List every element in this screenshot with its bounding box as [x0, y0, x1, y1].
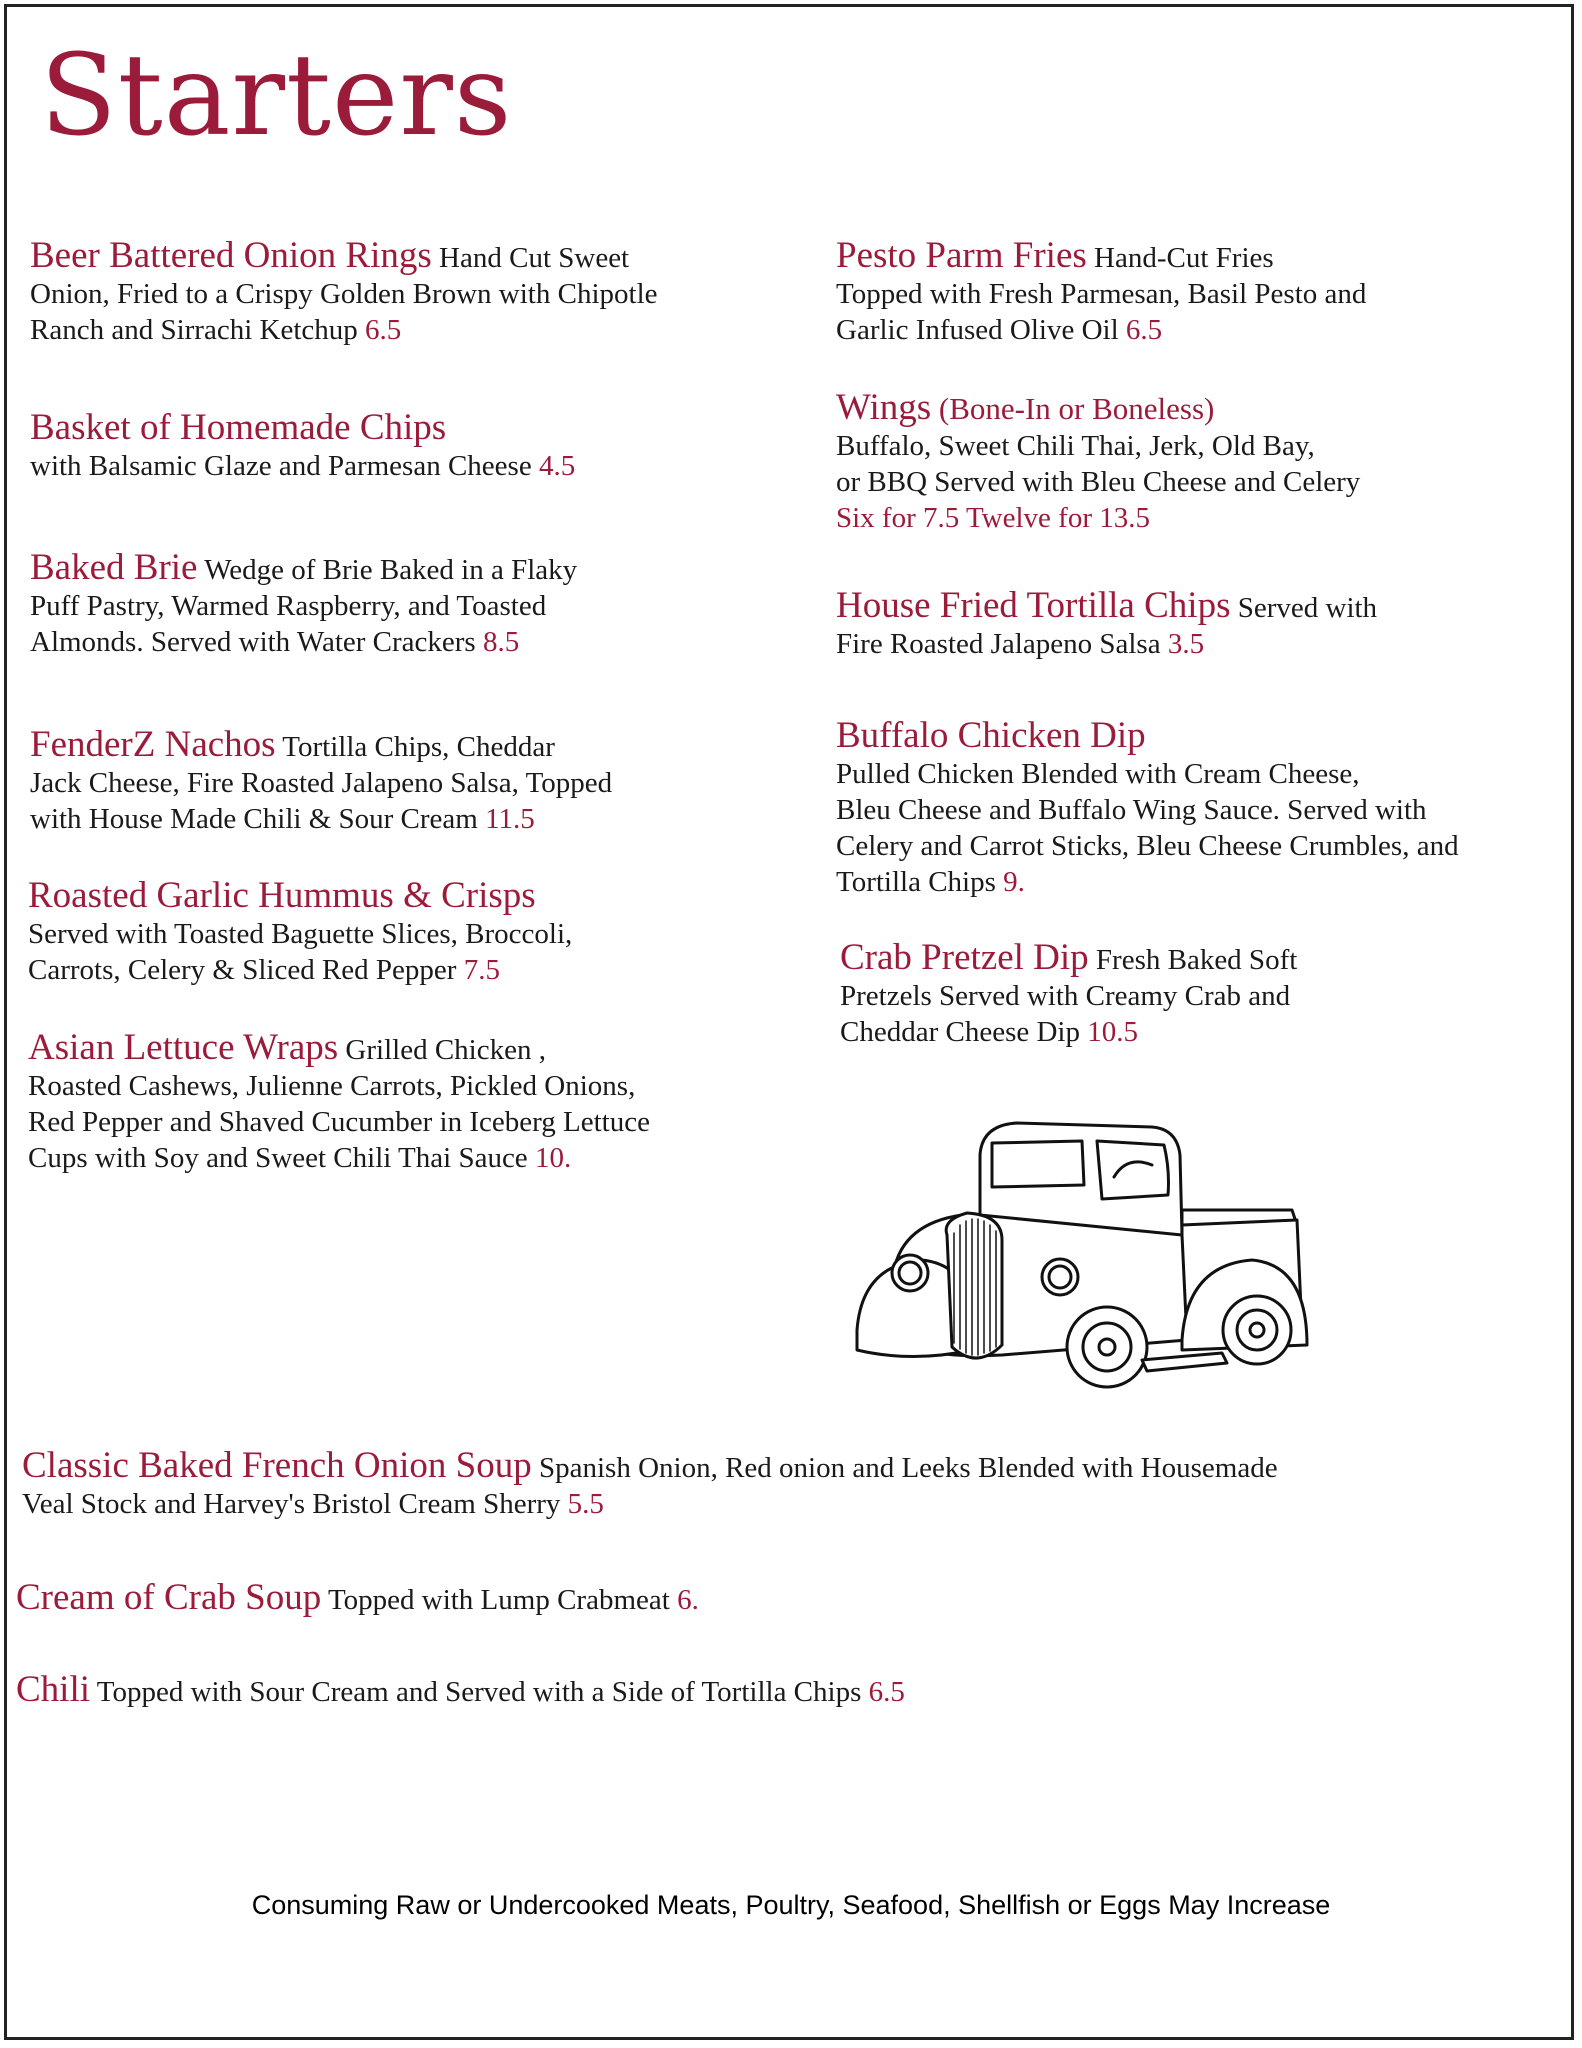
menu-item-line: [28, 1104, 758, 1140]
menu-item-price: 3.5: [1160, 628, 1205, 660]
menu-item-line: [16, 1669, 1516, 1710]
menu-item-line: [836, 312, 1536, 348]
menu-item-description: Hand Cut Sweet: [439, 242, 630, 274]
menu-item-description: Pretzels Served with Creamy Crab and: [840, 980, 1291, 1012]
menu-item-description: Puff Pastry, Warmed Raspberry, and Toasted: [30, 590, 547, 622]
menu-item-description: Roasted Cashews, Julienne Carrots, Pickled Onions,: [28, 1070, 636, 1102]
menu-item: [28, 875, 758, 988]
menu-item-line: [836, 715, 1536, 756]
menu-item-name: Basket of Homemade Chips: [30, 407, 447, 448]
menu-item-name: Classic Baked French Onion Soup: [22, 1445, 532, 1486]
menu-item-line: [836, 276, 1536, 312]
menu-item-description: Topped with Fresh Parmesan, Basil Pesto and: [836, 278, 1367, 310]
menu-item-line: [22, 1486, 1522, 1522]
menu-item-description: Topped with Lump Crabmeat: [327, 1584, 670, 1616]
menu-item-line: [30, 407, 760, 448]
menu-item-description: Jack Cheese, Fire Roasted Jalapeno Salsa, Topped: [30, 767, 613, 799]
menu-item-line: [28, 916, 758, 952]
menu-item-description: Ranch and Sirrachi Ketchup: [30, 314, 358, 346]
menu-item-description: Bleu Cheese and Buffalo Wing Sauce. Served with: [836, 794, 1427, 826]
menu-item-line: [836, 626, 1536, 662]
menu-item-price: 6.: [669, 1584, 699, 1616]
menu-item-line: [22, 1445, 1522, 1486]
menu-item-name: Baked Brie: [30, 547, 198, 588]
menu-item-description: with House Made Chili & Sour Cream: [30, 803, 478, 835]
menu-item-line: [840, 937, 1540, 978]
menu-item-description: or BBQ Served with Bleu Cheese and Celery: [836, 466, 1361, 498]
menu-item-price: Six for 7.5 Twelve for 13.5: [836, 502, 1150, 534]
menu-item-name: Beer Battered Onion Rings: [30, 235, 432, 276]
menu-item-line: [836, 864, 1536, 900]
menu-item-description: Pulled Chicken Blended with Cream Cheese,: [836, 758, 1360, 790]
menu-item-line: [30, 588, 760, 624]
menu-item: [28, 1027, 758, 1176]
menu-item: [30, 235, 760, 348]
menu-item: [836, 387, 1536, 536]
menu-item: [840, 937, 1540, 1050]
menu-item-price: 8.5: [475, 626, 520, 658]
page-title: Starters: [40, 31, 513, 161]
menu-item-line: [840, 1014, 1540, 1050]
menu-item-description: Topped with Sour Cream and Served with a Side of Tortilla Chips: [96, 1676, 862, 1708]
menu-item-name: House Fried Tortilla Chips: [836, 585, 1231, 626]
menu-item-price: 7.5: [456, 954, 500, 986]
menu-item-name: Buffalo Chicken Dip: [836, 715, 1146, 756]
menu-item-description: Red Pepper and Shaved Cucumber in Iceberg Lettuce: [28, 1106, 650, 1138]
menu-item-line: [836, 756, 1536, 792]
menu-item-description: Tortilla Chips, Cheddar: [282, 731, 555, 763]
menu-item-line: [836, 828, 1536, 864]
menu-item-description: Buffalo, Sweet Chili Thai, Jerk, Old Bay,: [836, 430, 1315, 462]
menu-item-line: [30, 801, 760, 837]
menu-item-name: Roasted Garlic Hummus & Crisps: [28, 875, 536, 916]
menu-item-line: [28, 1140, 758, 1176]
menu-item-price: 6.5: [357, 314, 402, 346]
menu-item-line: [30, 765, 760, 801]
menu-item-description: Cups with Soy and Sweet Chili Thai Sauce: [28, 1142, 528, 1174]
menu-item-line: [836, 585, 1536, 626]
menu-item-price: 5.5: [560, 1488, 604, 1520]
menu-item-line: [840, 978, 1540, 1014]
menu-item-price: 11.5: [477, 803, 535, 835]
menu-item-description: Served with Toasted Baguette Slices, Broccoli,: [28, 918, 573, 950]
menu-item-price: 9.: [995, 866, 1025, 898]
menu-item-price: 6.5: [1118, 314, 1163, 346]
menu-item-description: Onion, Fried to a Crispy Golden Brown with Chipotle: [30, 278, 658, 310]
menu-item-line: [836, 428, 1536, 464]
menu-item-description: Celery and Carrot Sticks, Bleu Cheese Crumbles, and: [836, 830, 1459, 862]
menu-item-line: [16, 1577, 1516, 1618]
menu-item-line: [28, 875, 758, 916]
menu-item-line: [836, 387, 1536, 428]
menu-item: [30, 724, 760, 837]
menu-item-line: [30, 724, 760, 765]
menu-item: [836, 585, 1536, 662]
menu-item-name: Pesto Parm Fries: [836, 235, 1087, 276]
menu-item-price: 4.5: [531, 450, 576, 482]
menu-item: [16, 1669, 1516, 1710]
vintage-truck-illustration: [852, 1115, 1322, 1391]
menu-item-description: Grilled Chicken ,: [345, 1034, 546, 1066]
menu-item-line: [28, 1068, 758, 1104]
menu-item-line: [836, 464, 1536, 500]
menu-item-description: Veal Stock and Harvey's Bristol Cream Sherry: [22, 1488, 561, 1520]
menu-item-line: [836, 235, 1536, 276]
menu-item-description: Carrots, Celery & Sliced Red Pepper: [28, 954, 457, 986]
menu-item-name: Cream of Crab Soup: [16, 1577, 322, 1618]
menu-item-description: Tortilla Chips: [836, 866, 996, 898]
menu-item-price: 10.: [527, 1142, 572, 1174]
menu-item-description: Spanish Onion, Red onion and Leeks Blended with Housemade: [538, 1452, 1278, 1484]
menu-item-name: FenderZ Nachos: [30, 724, 276, 765]
menu-item-name: Crab Pretzel Dip: [840, 937, 1089, 978]
menu-item-name-suffix: (Bone-In or Boneless): [931, 391, 1215, 426]
menu-item-line: [836, 792, 1536, 828]
menu-item-name: Asian Lettuce Wraps: [28, 1027, 339, 1068]
menu-item-description: Fire Roasted Jalapeno Salsa: [836, 628, 1161, 660]
menu-item-line: [30, 547, 760, 588]
menu-item-description: Hand-Cut Fries: [1094, 242, 1274, 274]
menu-item-name: Wings: [836, 387, 932, 428]
menu-item-description: Fresh Baked Soft: [1095, 944, 1298, 976]
menu-item: [836, 235, 1536, 348]
menu-item-description: with Balsamic Glaze and Parmesan Cheese: [30, 450, 532, 482]
menu-item-line: [28, 952, 758, 988]
menu-item: [30, 547, 760, 660]
menu-item-description: Almonds. Served with Water Crackers: [30, 626, 476, 658]
menu-item-description: Served with: [1237, 592, 1378, 624]
menu-item-description: Garlic Infused Olive Oil: [836, 314, 1119, 346]
menu-item: [22, 1445, 1522, 1522]
menu-item-line: [30, 312, 760, 348]
menu-item-price: 6.5: [861, 1676, 905, 1708]
menu-item-line: [28, 1027, 758, 1068]
menu-item-line: [30, 235, 760, 276]
menu-item: [30, 407, 760, 484]
menu-item-name: Chili: [16, 1669, 91, 1710]
menu-item-price: 10.5: [1080, 1016, 1138, 1048]
menu-item-line: [30, 448, 760, 484]
menu-item-line: [30, 276, 760, 312]
menu-item-description: Cheddar Cheese Dip: [840, 1016, 1080, 1048]
menu-item-line: [30, 624, 760, 660]
disclaimer-text: Consuming Raw or Undercooked Meats, Poultry, Seafood, Shellfish or Eggs May Increase: [251, 1890, 1331, 1920]
menu-item-description: Wedge of Brie Baked in a Flaky: [204, 554, 578, 586]
menu-item: [16, 1577, 1516, 1618]
menu-item: [836, 715, 1536, 900]
